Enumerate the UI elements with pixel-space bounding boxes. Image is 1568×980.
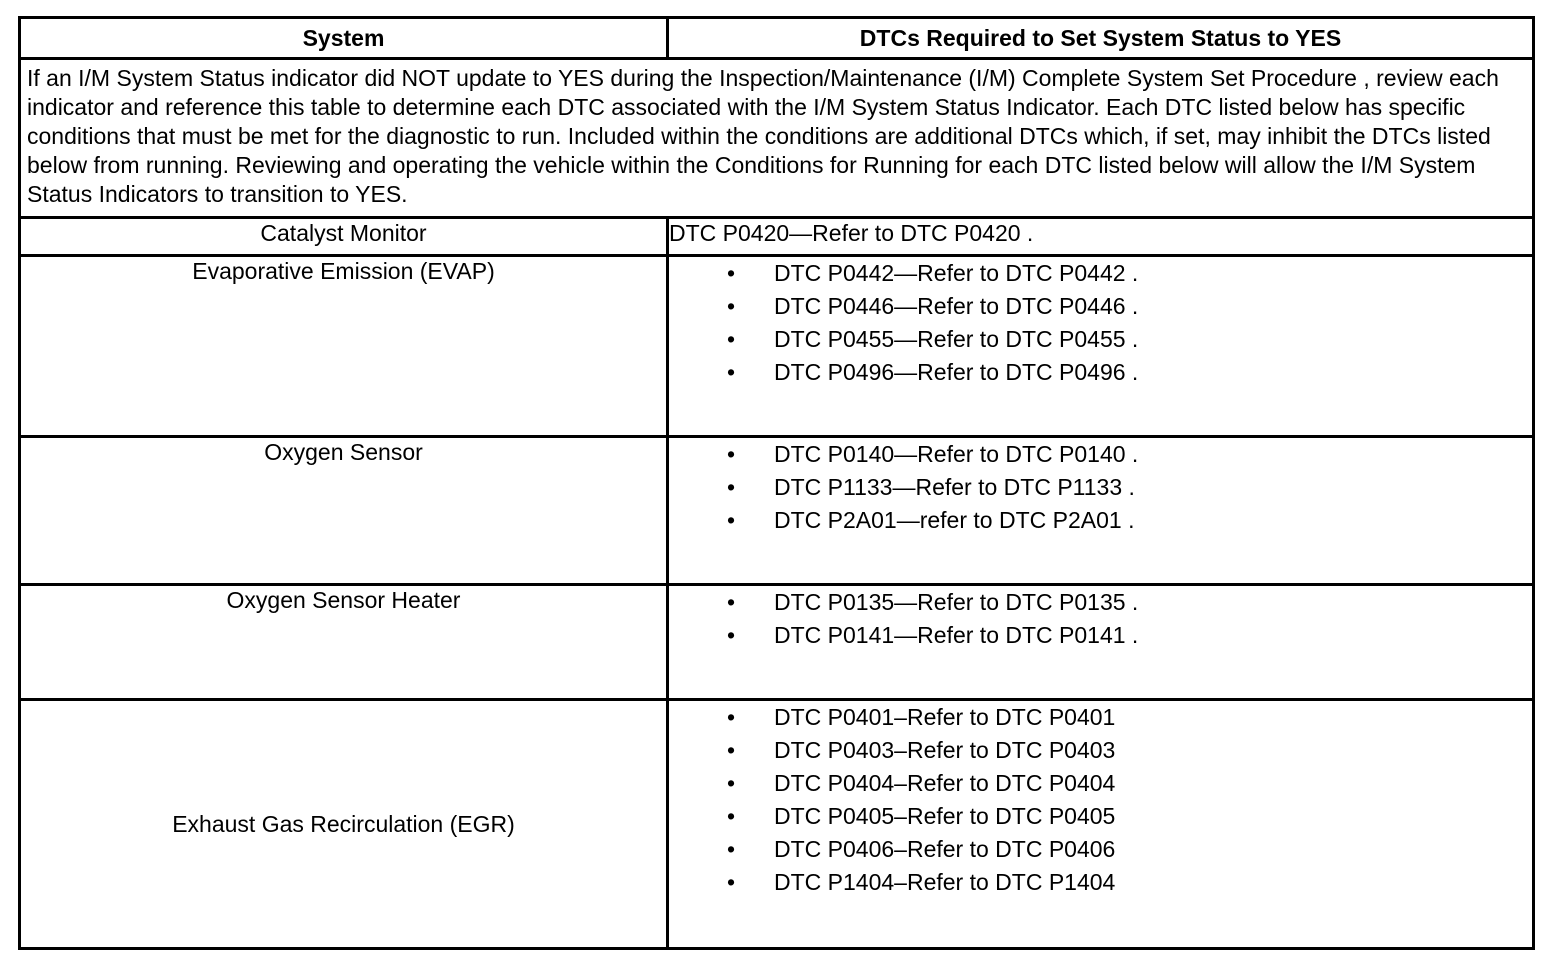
- bullet-icon: •: [727, 589, 736, 615]
- dtc-item: DTC P0403–Refer to DTC P0403: [774, 737, 1116, 763]
- bullet-icon: •: [727, 441, 736, 467]
- bullet-icon: •: [727, 803, 736, 829]
- table-row: [20, 585, 1534, 700]
- dtc-item: DTC P0405–Refer to DTC P0405: [774, 803, 1116, 829]
- table-row: [20, 218, 1534, 256]
- dtc-item: DTC P1133—Refer to DTC P1133 .: [774, 474, 1135, 500]
- list-item: [717, 866, 1532, 899]
- dtc-system-status-table: [18, 16, 1535, 950]
- dtc-item: DTC P0141—Refer to DTC P0141 .: [774, 622, 1139, 648]
- list-item: [717, 619, 1532, 652]
- bullet-icon: •: [727, 260, 736, 286]
- dtc-item: DTC P0446—Refer to DTC P0446 .: [774, 293, 1139, 319]
- dtc-list-cell: [668, 437, 1534, 585]
- system-name-evap: Evaporative Emission (EVAP): [20, 256, 668, 437]
- bullet-icon: •: [727, 474, 736, 500]
- dtc-list: [669, 438, 1532, 537]
- bullet-icon: •: [727, 293, 736, 319]
- dtc-list: [669, 586, 1532, 652]
- dtc-list-cell: [668, 700, 1534, 949]
- list-item: [717, 471, 1532, 504]
- header-dtcs: DTCs Required to Set System Status to YES: [668, 18, 1534, 59]
- list-item: [717, 504, 1532, 537]
- dtc-list-cell: [668, 585, 1534, 700]
- dtc-item: DTC P0420—Refer to DTC P0420 .: [668, 218, 1534, 256]
- list-item: [717, 701, 1532, 734]
- system-name-egr: Exhaust Gas Recirculation (EGR): [20, 700, 668, 949]
- list-item: [717, 323, 1532, 356]
- list-item: [717, 833, 1532, 866]
- dtc-item: DTC P0404–Refer to DTC P0404: [774, 770, 1116, 796]
- list-item: [717, 800, 1532, 833]
- dtc-item: DTC P2A01—refer to DTC P2A01 .: [774, 507, 1135, 533]
- list-item: [717, 356, 1532, 389]
- dtc-list-cell: [668, 256, 1534, 437]
- dtc-item: DTC P0135—Refer to DTC P0135 .: [774, 589, 1139, 615]
- bullet-icon: •: [727, 507, 736, 533]
- intro-row: [20, 59, 1534, 218]
- bullet-icon: •: [727, 704, 736, 730]
- system-name-catalyst-monitor: Catalyst Monitor: [20, 218, 668, 256]
- dtc-list: [669, 257, 1532, 389]
- bullet-icon: •: [727, 622, 736, 648]
- list-item: [717, 290, 1532, 323]
- dtc-item: DTC P0496—Refer to DTC P0496 .: [774, 359, 1139, 385]
- list-item: [717, 257, 1532, 290]
- bullet-icon: •: [727, 326, 736, 352]
- dtc-item: DTC P0140—Refer to DTC P0140 .: [774, 441, 1139, 467]
- dtc-item: DTC P0401–Refer to DTC P0401: [774, 704, 1116, 730]
- table-row: [20, 256, 1534, 437]
- table-row: [20, 437, 1534, 585]
- bullet-icon: •: [727, 836, 736, 862]
- bullet-icon: •: [727, 770, 736, 796]
- list-item: [717, 734, 1532, 767]
- dtc-item: DTC P0406–Refer to DTC P0406: [774, 836, 1116, 862]
- bullet-icon: •: [727, 737, 736, 763]
- header-system: System: [20, 18, 668, 59]
- dtc-item: DTC P0455—Refer to DTC P0455 .: [774, 326, 1139, 352]
- list-item: [717, 767, 1532, 800]
- dtc-list: [669, 701, 1532, 899]
- system-name-oxygen-sensor-heater: Oxygen Sensor Heater: [20, 585, 668, 700]
- list-item: [717, 586, 1532, 619]
- table-row: [20, 700, 1534, 949]
- system-name-oxygen-sensor: Oxygen Sensor: [20, 437, 668, 585]
- dtc-item: DTC P0442—Refer to DTC P0442 .: [774, 260, 1139, 286]
- intro-text: If an I/M System Status indicator did NOT update to YES during the Inspection/Maintenance (I/M) Complete System Set Procedure , review each indicator and reference this table to determine each DTC associated with the I/M System Status Indicator. Each DTC listed below has specific conditions that must be met for the diagnostic to run. Included within the conditions are additional DTCs which, if set, may inhibit the DTCs listed below from running. Reviewing and operating the vehicle within the Conditions for Running for each DTC listed below will allow the I/M System Status Indicators to transition to YES.: [20, 59, 1534, 218]
- bullet-icon: •: [727, 869, 736, 895]
- list-item: [717, 438, 1532, 471]
- bullet-icon: •: [727, 359, 736, 385]
- dtc-item: DTC P1404–Refer to DTC P1404: [774, 869, 1116, 895]
- table-header-row: [20, 18, 1534, 59]
